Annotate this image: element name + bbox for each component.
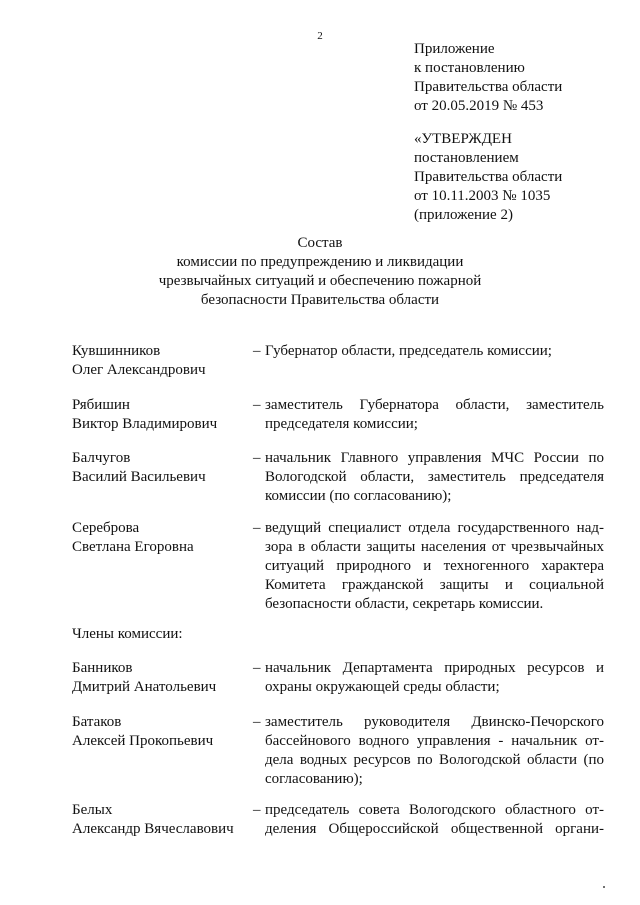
dash-separator: – (253, 660, 261, 676)
given-names: Олег Александрович (72, 362, 206, 378)
role-line: Вологодской области, заместитель председателя (265, 469, 604, 485)
member-name (72, 396, 252, 434)
surname: Батаков (72, 714, 122, 730)
title-line: комиссии по предупреждению и ликвидации (176, 254, 464, 270)
role-line: безопасности области, секретарь комиссии. (265, 596, 544, 612)
role-line: охраны окружающей среды области; (265, 679, 500, 695)
appendix-block (414, 40, 562, 116)
dash-separator: – (253, 343, 261, 359)
role-line: комиссии (по согласованию); (265, 488, 452, 504)
surname: Банников (72, 660, 133, 676)
member-name (72, 342, 252, 380)
member-name (72, 801, 252, 839)
given-names: Василий Васильевич (72, 469, 206, 485)
document-title (0, 234, 640, 310)
given-names: Дмитрий Анатольевич (72, 679, 217, 695)
member-role (265, 449, 604, 506)
dash-separator: – (253, 520, 261, 536)
surname: Балчугов (72, 450, 131, 466)
role-line: бассейнового водного управления - начальник от- (265, 733, 604, 749)
given-names: Алексей Прокопьевич (72, 733, 214, 749)
role-line: зора в области защиты населения от чрезвычайных (265, 539, 604, 555)
role-line: дела водных ресурсов по Вологодской области (по (265, 752, 604, 768)
dash-separator: – (253, 397, 261, 413)
approval-line: Правительства области (414, 169, 563, 185)
role-line: Губернатор области, председатель комиссии; (265, 343, 552, 359)
given-names: Александр Вячеславович (72, 821, 234, 837)
member-role (265, 713, 604, 789)
member-name (72, 519, 252, 557)
approval-line: «УТВЕРЖДЕН (414, 131, 512, 147)
member-role (265, 396, 604, 434)
role-line: заместитель руководителя Двинско-Печорского (265, 714, 604, 730)
appendix-line: к постановлению (414, 60, 525, 76)
member-role (265, 659, 604, 697)
scan-speck (603, 886, 605, 888)
role-line: ведущий специалист отдела государственного над- (265, 520, 604, 536)
given-names: Виктор Владимирович (72, 416, 218, 432)
page-number: 2 (317, 30, 323, 42)
members-heading: Члены комиссии: (72, 626, 183, 642)
approval-block (414, 130, 562, 225)
role-line: согласованию); (265, 771, 363, 787)
dash-separator: – (253, 714, 261, 730)
role-line: начальник Главного управления МЧС России по (265, 450, 604, 466)
member-role (265, 519, 604, 614)
appendix-line: Приложение (414, 41, 495, 57)
role-line: Комитета гражданской защиты и социальной (265, 577, 604, 593)
member-name (72, 713, 252, 751)
member-name (72, 449, 252, 487)
title-line: безопасности Правительства области (200, 292, 440, 308)
role-line: председатель совета Вологодского областного от- (265, 802, 604, 818)
member-role (265, 801, 604, 839)
surname: Рябишин (72, 397, 130, 413)
title-line: Состав (297, 235, 343, 251)
given-names: Светлана Егоровна (72, 539, 194, 555)
surname: Белых (72, 802, 113, 818)
role-line: деления Общероссийской общественной органи- (265, 821, 604, 837)
surname: Кувшинников (72, 343, 161, 359)
surname: Сереброва (72, 520, 140, 536)
approval-line: от 10.11.2003 № 1035 (414, 188, 551, 204)
member-name (72, 659, 252, 697)
approval-line: постановлением (414, 150, 519, 166)
dash-separator: – (253, 802, 261, 818)
appendix-line: от 20.05.2019 № 453 (414, 98, 544, 114)
role-line: председателя комиссии; (265, 416, 418, 432)
approval-line: (приложение 2) (414, 207, 513, 223)
member-role (265, 342, 604, 361)
role-line: заместитель Губернатора области, заместитель (265, 397, 604, 413)
appendix-line: Правительства области (414, 79, 563, 95)
role-line: ситуаций природного и техногенного характера (265, 558, 604, 574)
title-line: чрезвычайных ситуаций и обеспечению пожарной (158, 273, 482, 289)
role-line: начальник Департамента природных ресурсов и (265, 660, 604, 676)
dash-separator: – (253, 450, 261, 466)
